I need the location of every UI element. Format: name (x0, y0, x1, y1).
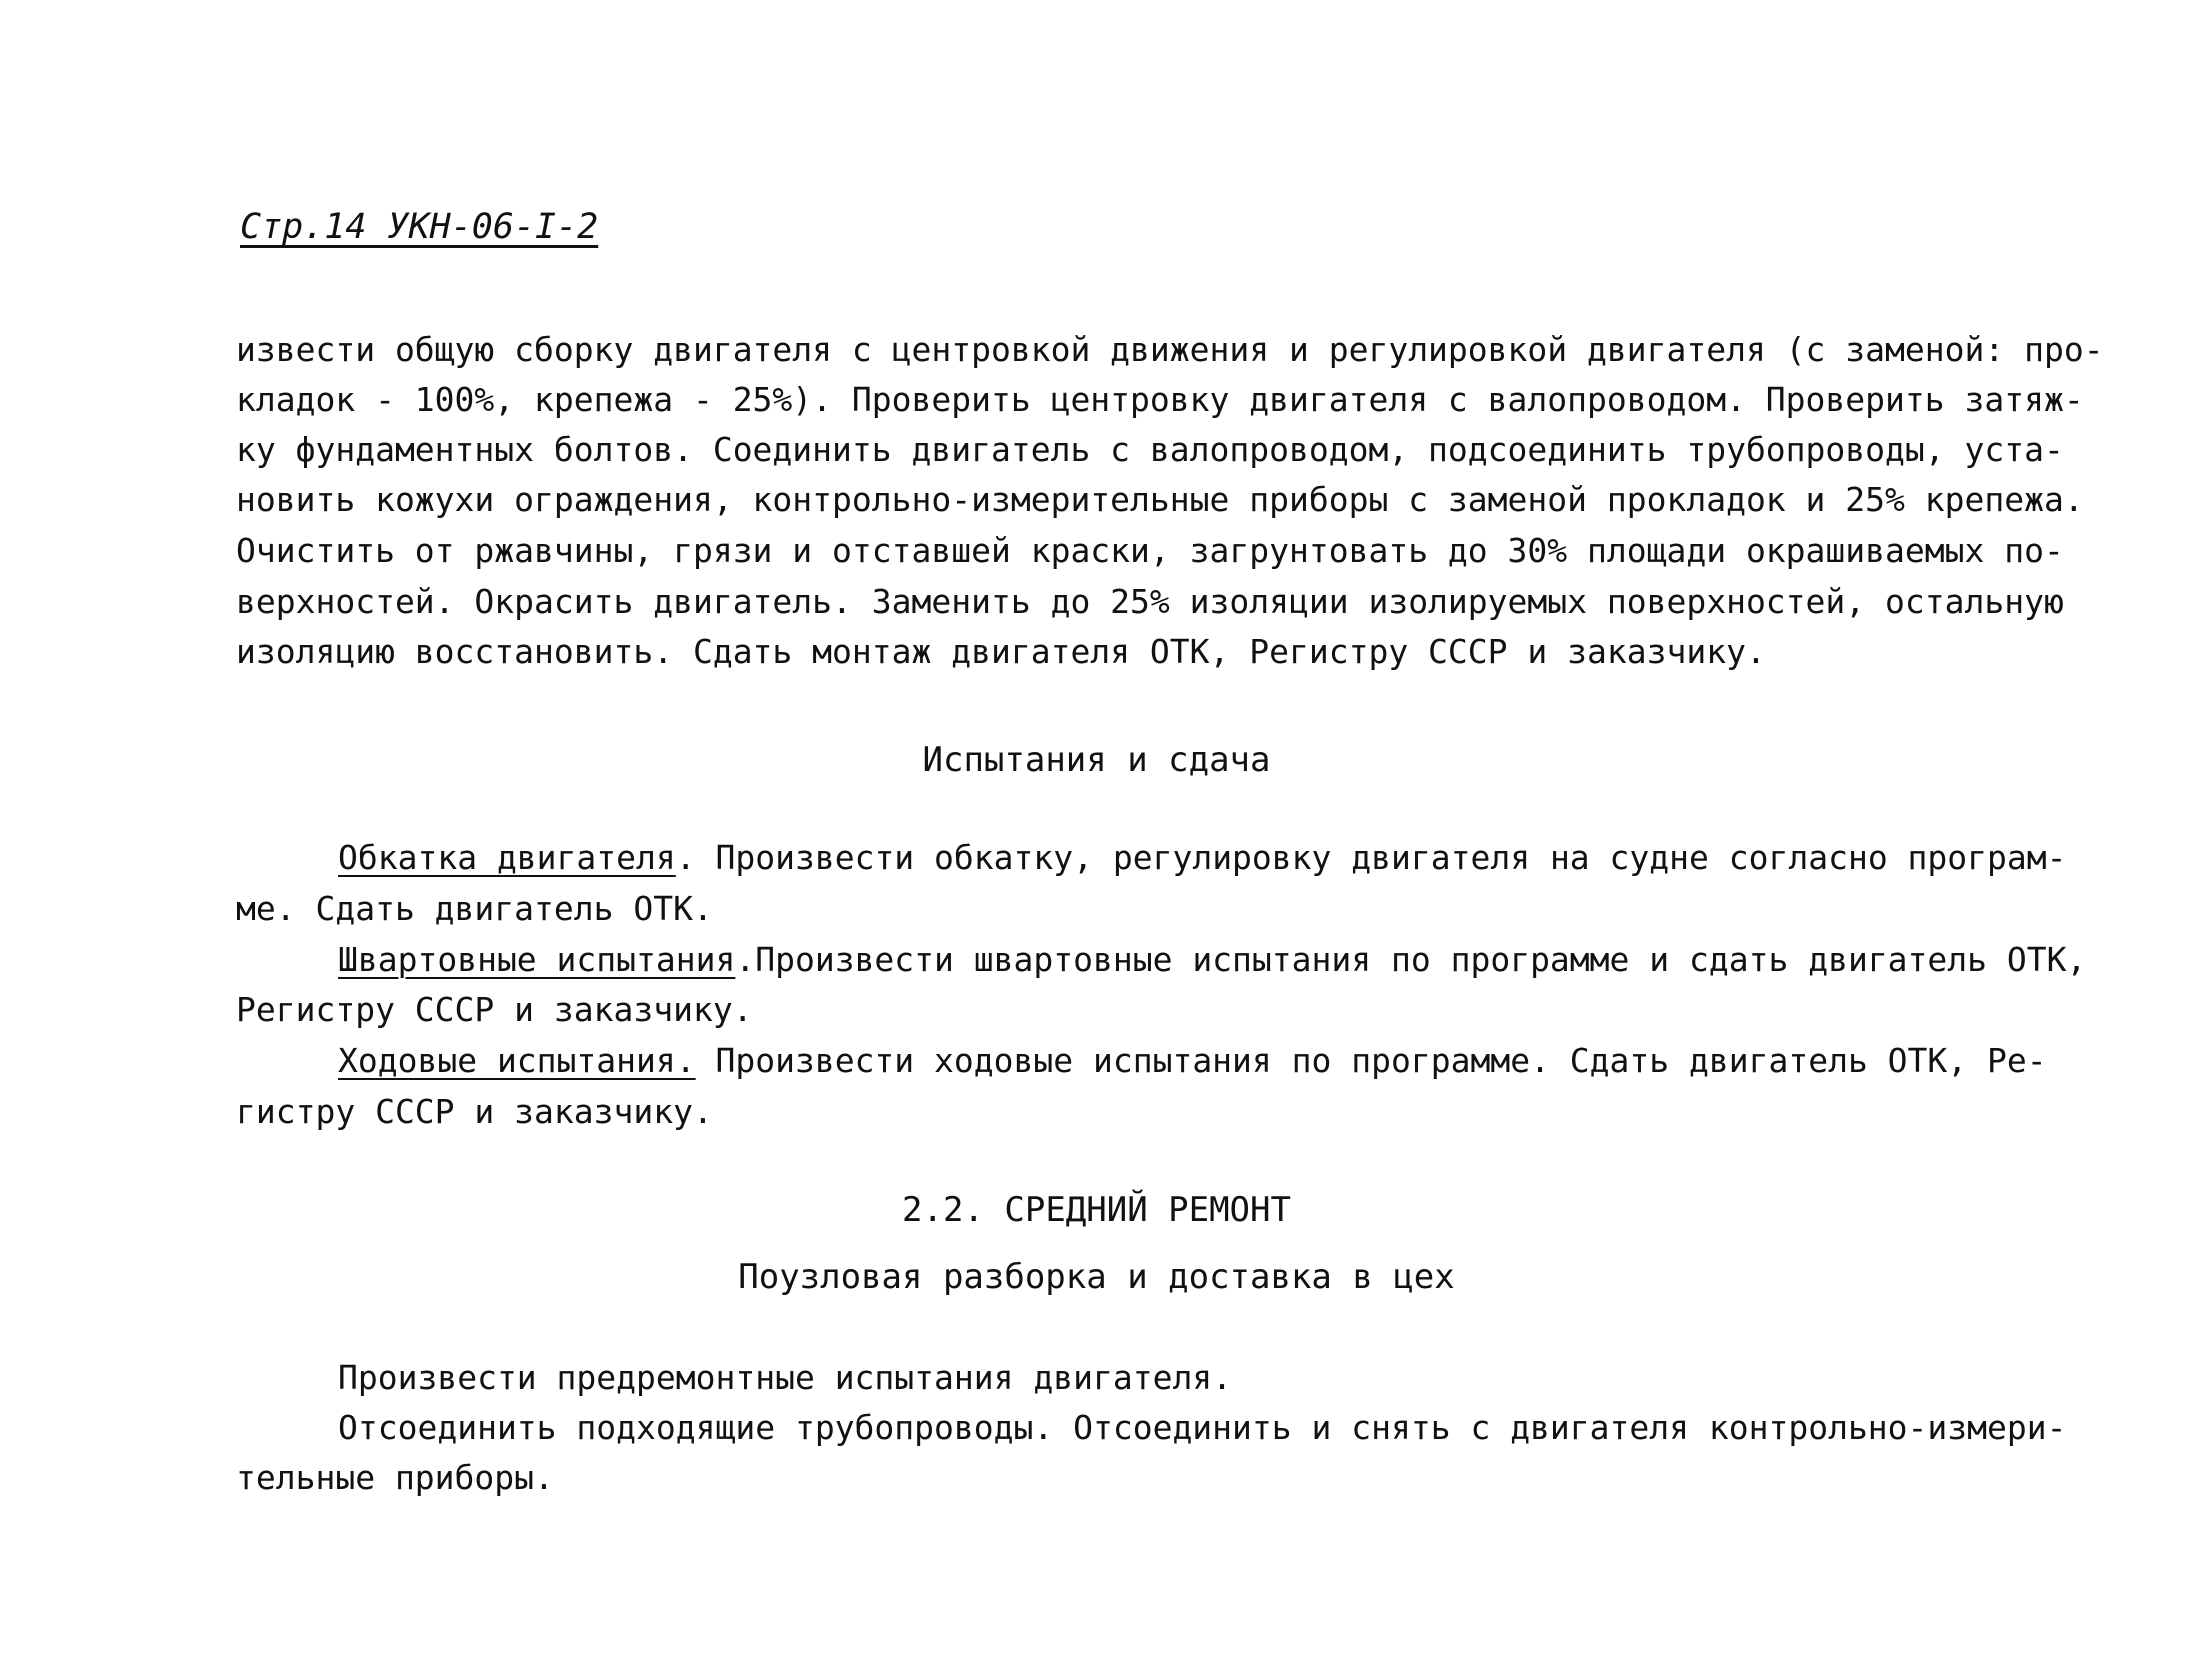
term-break-in: Обкатка двигателя (338, 838, 676, 877)
tests-paragraph-1-line-2: ме. Сдать двигатель ОТК. (236, 889, 713, 928)
medium-line-2: Отсоединить подходящие трубопроводы. Отсоединить и снять с двигателя контрольно-измери- (338, 1408, 2067, 1447)
medium-line-1: Произвести предремонтные испытания двигателя. (338, 1358, 1233, 1397)
section-subtitle-disassembly: Поузловая разборка и доставка в цех (738, 1257, 1455, 1297)
tests-paragraph-3-line-2: гистру СССР и заказчику. (236, 1092, 713, 1131)
intro-line-3: ку фундаментных болтов. Соединить двигатель с валопроводом, подсоединить трубопроводы, уста- (236, 430, 2064, 469)
tests-paragraph-3 (338, 1041, 2047, 1081)
intro-line-5: Очистить от ржавчины, грязи и отставшей краски, загрунтовать до 30% площади окрашиваемых по- (236, 531, 2064, 570)
intro-line-1: извести общую сборку двигателя с центровкой движения и регулировкой двигателя (с заменой: про- (236, 330, 2104, 369)
intro-line-4: новить кожухи ограждения, контрольно-измерительные приборы с заменой прокладок и 25% крепежа. (236, 480, 2084, 519)
tests-paragraph-1-text: . Произвести обкатку, регулировку двигателя на судне согласно програм- (675, 838, 2067, 877)
intro-line-6: верхностей. Окрасить двигатель. Заменить до 25% изоляции изолируемых поверхностей, остальную (236, 582, 2064, 621)
tests-paragraph-2-text: .Произвести швартовные испытания по программе и сдать двигатель ОТК, (735, 940, 2087, 979)
medium-line-3: тельные приборы. (236, 1458, 554, 1497)
tests-paragraph-3-text: Произвести ходовые испытания по программе. Сдать двигатель ОТК, Ре- (695, 1041, 2047, 1080)
tests-paragraph-2 (338, 940, 2086, 980)
section-title-tests: Испытания и сдача (922, 740, 1271, 780)
section-title-medium-repair: 2.2. СРЕДНИЙ РЕМОНТ (902, 1190, 1291, 1230)
tests-paragraph-1 (338, 838, 2067, 878)
term-mooring-tests: Швартовные испытания (338, 940, 736, 979)
intro-line-7: изоляцию восстановить. Сдать монтаж двигателя ОТК, Регистру СССР и заказчику. (236, 632, 1766, 671)
intro-line-2: кладок - 100%, крепежа - 25%). Проверить центровку двигателя с валопроводом. Проверить затяж- (236, 380, 2084, 419)
page-header: Стр.14 УКН-06-I-2 (240, 207, 599, 247)
term-sea-trials: Ходовые испытания. (338, 1041, 696, 1080)
tests-paragraph-2-line-2: Регистру СССР и заказчику. (236, 990, 753, 1029)
